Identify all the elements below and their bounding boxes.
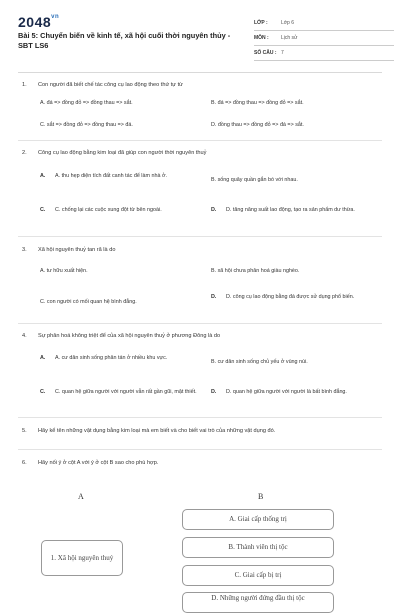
question-text: Con người đã biết chế tác công cụ lao động theo thứ tự từ	[38, 82, 183, 88]
option-text: D. đồng thau => đồng đỏ => đá => sắt.	[211, 122, 304, 128]
divider	[18, 449, 382, 450]
option-text: B. sống quây quần gắn bó với nhau.	[211, 177, 298, 183]
divider	[18, 140, 382, 141]
question-6	[22, 460, 382, 466]
option-c[interactable]	[40, 206, 200, 215]
question-5	[22, 428, 382, 434]
option-a[interactable]	[40, 172, 200, 181]
option-text: C. sắt => đồng đỏ => đồng thau => đá.	[40, 122, 133, 128]
question-text: Xã hội nguyên thuỷ tan rã là do	[38, 247, 116, 253]
meta-table	[254, 16, 394, 61]
option-text: D. tăng năng suất lao động, tạo ra sản phẩm dư thừa.	[226, 207, 355, 213]
option-a[interactable]	[40, 354, 200, 363]
match-item-a1[interactable]: 1. Xã hội nguyên thuỷ	[41, 540, 123, 576]
option-text: B. xã hội chưa phân hoá giàu nghèo.	[211, 268, 300, 274]
meta-key: MÔN :	[254, 35, 269, 41]
header-divider	[18, 72, 382, 73]
question-text: Hãy nối ý ở cột A với ý ở cột B sao cho phù hợp.	[38, 460, 159, 466]
page-title: Bài 5: Chuyển biến về kinh tế, xã hội cuối thời nguyên thủy - SBT LS6	[18, 31, 231, 50]
match-item-b-c[interactable]: C. Giai cấp bị trị	[182, 565, 334, 586]
match-item-b-b[interactable]: B. Thành viên thị tộc	[182, 537, 334, 558]
option-letter: C.	[40, 389, 46, 395]
meta-value: 7	[281, 50, 284, 56]
match-item-b-a[interactable]: A. Giai cấp thống trị	[182, 509, 334, 530]
meta-value: Lịch sử	[281, 35, 298, 41]
option-text: D. công cụ lao động bằng đá được sử dụng phổ biến.	[226, 294, 355, 300]
question-number: 3.	[22, 247, 27, 253]
question-text: Hãy kể tên những vật dụng bằng kim loại mà em biết và cho biết vai trò của những vật dụng đó.	[38, 428, 276, 434]
logo-text: 2048	[18, 14, 52, 30]
question-2	[22, 150, 382, 156]
option-c[interactable]	[40, 388, 200, 397]
question-number: 6.	[22, 460, 27, 466]
option-b[interactable]	[211, 99, 381, 108]
option-text: A. đá => đồng đỏ => đồng thau => sắt.	[40, 100, 133, 106]
meta-row-subject	[254, 31, 394, 46]
meta-row-count	[254, 46, 394, 61]
option-text: D. quan hệ giữa người với người là bất bình đẳng.	[226, 389, 347, 395]
option-text: B. cư dân sinh sống chủ yếu ở vùng núi.	[211, 359, 308, 365]
meta-key: LỚP :	[254, 20, 268, 26]
option-letter: C.	[40, 207, 46, 213]
match-item-b-d[interactable]: D. Những người đứng đầu thị tộc	[182, 592, 334, 613]
option-letter: A.	[40, 173, 46, 179]
option-text: A. tư hữu xuất hiện.	[40, 268, 88, 274]
meta-value: Lớp 6	[281, 20, 295, 26]
logo-suffix: vn	[51, 14, 60, 20]
option-b[interactable]	[211, 267, 381, 276]
option-text: B. đá => đồng thau => đồng đỏ => sắt.	[211, 100, 304, 106]
header	[18, 14, 382, 64]
divider	[18, 417, 382, 418]
option-d[interactable]	[211, 388, 381, 397]
option-text: A. thu hẹp diện tích đất canh tác để làm nhà ở.	[55, 173, 168, 179]
option-a[interactable]	[40, 99, 200, 108]
option-c[interactable]	[40, 121, 200, 130]
option-b[interactable]	[211, 358, 381, 367]
option-b[interactable]	[211, 176, 381, 185]
option-d[interactable]	[211, 206, 381, 215]
option-d[interactable]	[211, 121, 381, 130]
column-a-heading: A	[78, 492, 84, 501]
question-number: 5.	[22, 428, 27, 434]
option-c[interactable]	[40, 298, 200, 307]
meta-row-class	[254, 16, 394, 31]
question-number: 1.	[22, 82, 27, 88]
option-letter: D.	[211, 389, 217, 395]
divider	[18, 323, 382, 324]
question-1	[22, 82, 382, 88]
question-number: 4.	[22, 333, 27, 339]
question-4	[22, 333, 382, 339]
option-d[interactable]	[211, 293, 381, 302]
option-letter: D.	[211, 294, 217, 300]
option-a[interactable]	[40, 267, 200, 276]
question-text: Sự phân hoá không triệt để của xã hội nguyên thuỷ ở phương Đông là do	[38, 333, 221, 339]
option-text: C. quan hệ giữa người với người vẫn rất gần gũi, mật thiết.	[55, 389, 197, 395]
option-text: C. chống lại các cuộc xung đột từ bên ngoài.	[55, 207, 162, 213]
column-b-heading: B	[258, 492, 264, 501]
question-number: 2.	[22, 150, 27, 156]
option-text: C. con người có mối quan hệ bình đẳng.	[40, 299, 137, 305]
divider	[18, 236, 382, 237]
meta-key: SỐ CÂU :	[254, 50, 277, 56]
question-3	[22, 247, 382, 253]
option-text: A. cư dân sinh sống phân tán ở nhiều khu vực.	[55, 355, 168, 361]
question-text: Công cụ lao động bằng kim loại đã giúp con người thời nguyên thuỷ	[38, 150, 207, 156]
option-letter: A.	[40, 355, 46, 361]
option-letter: D.	[211, 207, 217, 213]
